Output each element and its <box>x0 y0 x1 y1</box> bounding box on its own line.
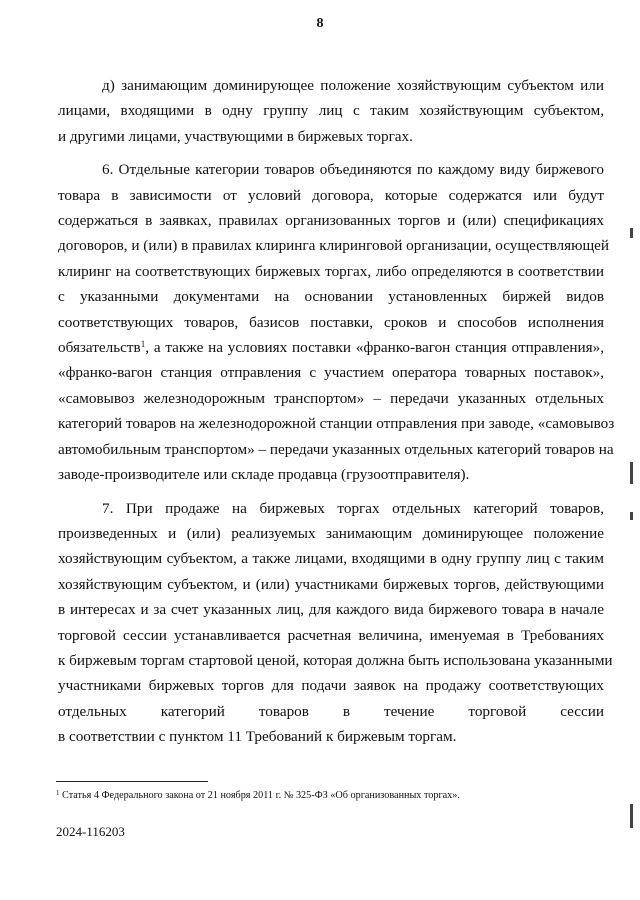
text-fragment: обязательств <box>58 339 141 357</box>
text-line: товара в зависимости от условий договора, которые содержатся или будут <box>58 186 604 204</box>
page-number: 8 <box>316 16 324 31</box>
text-line: договоров, и (или) в правилах клиринга клиринговой организации, осуществляющей <box>58 237 610 255</box>
document-id: 2024-116203 <box>56 824 125 839</box>
text-line: отдельных категорий товаров в течение торговой сессии <box>58 702 604 720</box>
text-line: категорий товаров на железнодорожной станции отправления при заводе, «самовывоз <box>58 415 615 433</box>
footnote-reference: 1 <box>140 339 146 350</box>
scan-edge-mark <box>630 462 633 484</box>
footnote-divider <box>56 781 208 782</box>
text-line: хозяйствующим субъектом, а также лицами, входящими в одну группу лиц с таким <box>58 550 604 568</box>
text-line: клиринг на соответствующих биржевых торгах, либо определяются в соответствии <box>58 262 604 280</box>
text-line: с указанными документами на основании установленных биржей видов <box>58 288 604 306</box>
footnote-marker: 1 <box>56 789 60 797</box>
text-line: соответствующих товаров, базисов поставки, сроков и способов исполнения <box>58 313 604 331</box>
text-line: «франко-вагон станция отправления с участием оператора товарных поставок», <box>58 364 604 382</box>
text-line: произведенных и (или) реализуемых занимающим доминирующее положение <box>58 524 604 542</box>
text-line: торговой сессии устанавливается расчетная величина, именуемая в Требованиях <box>58 626 604 644</box>
paragraph-item-7 <box>58 496 613 750</box>
text-line: лицами, входящими в одну группу лиц с таким хозяйствующим субъектом, <box>58 102 604 120</box>
text-line: заводе-производителе или складе продавца (грузоотправителя). <box>58 466 470 484</box>
text-line: д) занимающим доминирующее положение хозяйствующим субъектом или <box>102 77 604 94</box>
text-line: 7. При продаже на биржевых торгах отдельных категорий товаров, <box>102 499 604 517</box>
text-line: хозяйствующим субъектом, и (или) участниками биржевых торгов, действующими <box>58 575 604 593</box>
scan-edge-mark <box>630 512 633 520</box>
text-line: участниками биржевых торгов для подачи заявок на продажу соответствующих <box>58 677 604 695</box>
text-line: и другими лицами, участвующими в биржевых торгах. <box>58 127 413 145</box>
text-line: 6. Отдельные категории товаров объединяются по каждому виду биржевого <box>102 161 604 179</box>
paragraph-item-6 <box>58 157 615 487</box>
text-line: в соответствии с пунктом 11 Требований к биржевым торгам. <box>58 728 457 746</box>
scan-edge-mark <box>630 228 633 238</box>
text-fragment: , а также на условиях поставки «франко-вагон станция отправления», <box>145 339 604 357</box>
text-line <box>58 335 604 360</box>
text-line: в интересах и за счет указанных лиц, для каждого вида биржевого товара в начале <box>58 601 604 619</box>
footnote-text: Статья 4 Федерального закона от 21 ноября 2011 г. № 325-ФЗ «Об организованных торгах». <box>62 790 460 801</box>
text-line: к биржевым торгам стартовой ценой, которая должна быть использована указанными <box>58 651 613 669</box>
document-body <box>58 73 615 750</box>
paragraph-item-d <box>58 73 604 149</box>
footnote <box>56 789 616 803</box>
text-line: «самовывоз железнодорожным транспортом» – передачи указанных отдельных <box>58 389 604 407</box>
scan-edge-mark <box>630 804 633 828</box>
text-line: содержаться в заявках, правилах организованных торгов и (или) спецификациях <box>58 212 604 230</box>
text-line: автомобильным транспортом» – передачи указанных отдельных категорий товаров на <box>58 440 614 458</box>
